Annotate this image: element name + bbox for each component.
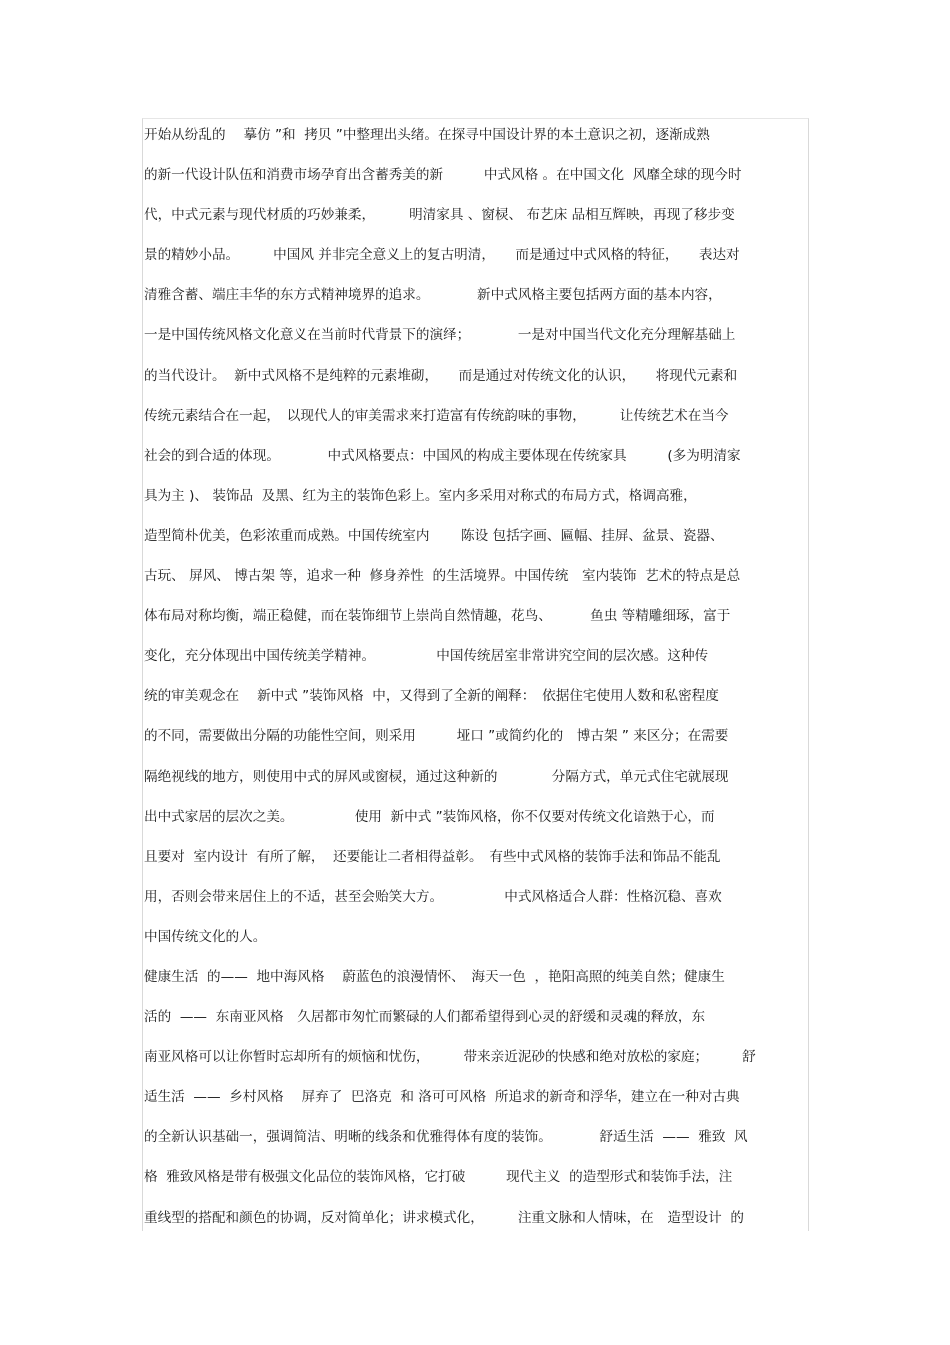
text-line: 隔绝视线的地方，则使用中式的屏风或窗棂，通过这种新的 分隔方式，单元式住宅就展现 [144, 768, 729, 785]
text-line: 变化，充分体现出中国传统美学精神。 中国传统居室非常讲究空间的层次感。这种传 [144, 648, 709, 665]
text-line: 具为主 )、 装饰品 及黑、红为主的装饰色彩上。室内多采用对称式的布局方式，格调高雅， [144, 487, 697, 504]
text-line: 清雅含蓄、端庄丰华的东方式精神境界的追求。 新中式风格主要包括两方面的基本内容， [144, 287, 722, 304]
text-line: 适生活 —— 乡村风格 屏弃了 巴洛克 和 洛可可风格 所追求的新奇和浮华，建立在一种对古典 [144, 1089, 740, 1106]
text-line: 健康生活 的—— 地中海风格 蔚蓝色的浪漫情怀、 海天一色 ，艳阳高照的纯美自然；健康生 [144, 968, 725, 985]
text-line: 古玩、 屏风、 博古架 等，追求一种 修身养性 的生活境界。中国传统 室内装饰 艺术的特点是总 [144, 568, 741, 585]
text-line: 造型简朴优美，色彩浓重而成熟。中国传统室内 陈设 包括字画、匾幅、挂屏、盆景、瓷器、 [144, 527, 724, 544]
text-line: 代，中式元素与现代材质的巧妙兼柔， 明清家具 、窗棂、 布艺床 品相互辉映，再现了移步变 [144, 207, 735, 224]
text-line: 且要对 室内设计 有所了解， 还要能让二者相得益彰。 有些中式风格的装饰手法和饰品不能乱 [144, 848, 721, 865]
text-line: 重线型的搭配和颜色的协调，反对简单化；讲求模式化， 注重文脉和人情味，在 造型设计 的 [144, 1209, 744, 1226]
text-line: 的当代设计。 新中式风格不是纯粹的元素堆砌， 而是通过对传统文化的认识， 将现代元素和 [144, 367, 738, 384]
text-line: 的不同，需要做出分隔的功能性空间，则采用 垭口 ”或简约化的 博古架 ” 来区分；在需要 [144, 728, 729, 745]
text-line: 社会的到合适的体现。 中式风格要点：中国风的构成主要体现在传统家具 (多为明清家 [144, 447, 741, 464]
text-line: 活的 —— 东南亚风格 久居都市匆忙而繁碌的人们都希望得到心灵的舒缓和灵魂的释放，东 [144, 1009, 706, 1026]
text-line: 传统元素结合在一起， 以现代人的审美需求来打造富有传统韵味的事物， 让传统艺术在当今 [144, 407, 729, 424]
text-line: 用，否则会带来居住上的不适，甚至会贻笑大方。 中式风格适合人群：性格沉稳、喜欢 [144, 888, 722, 905]
text-line: 统的审美观念在 新中式 ”装饰风格 中，又得到了全新的阐释： 依据住宅使用人数和私密程度 [144, 688, 719, 705]
text-line: 中国传统文化的人。 [144, 928, 267, 945]
text-line: 体布局对称均衡，端正稳健，而在装饰细节上崇尚自然情趣，花鸟、 鱼虫 等精雕细琢，富于 [144, 608, 731, 625]
text-line: 一是中国传统风格文化意义在当前时代背景下的演绎； 一是对中国当代文化充分理解基础上 [144, 327, 736, 344]
text-line: 出中式家居的层次之美。 使用 新中式 ”装饰风格，你不仅要对传统文化谙熟于心，而 [144, 808, 715, 825]
text-line: 南亚风格可以让你暂时忘却所有的烦恼和忧伤， 带来亲近泥砂的快感和绝对放松的家庭； 舒 [144, 1049, 756, 1066]
text-line: 的全新认识基础一，强调简洁、明晰的线条和优雅得体有度的装饰。 舒适生活 —— 雅致 风 [144, 1129, 748, 1146]
text-line: 的新一代设计队伍和消费市场孕育出含蓄秀美的新 中式风格 。在中国文化 风靡全球的现今时 [144, 167, 742, 184]
text-line: 开始从纷乱的 摹仿 ”和 拷贝 ”中整理出头绪。在探寻中国设计界的本土意识之初，逐渐成熟 [144, 127, 710, 143]
text-line: 格 雅致风格是带有极强文化品位的装饰风格，它打破 现代主义 的造型形式和装饰手法，注 [144, 1169, 733, 1186]
document-body [144, 122, 808, 1245]
text-line: 景的精妙小品。 中国风 并非完全意义上的复古明清， 而是通过中式风格的特征， 表达对 [144, 247, 740, 264]
